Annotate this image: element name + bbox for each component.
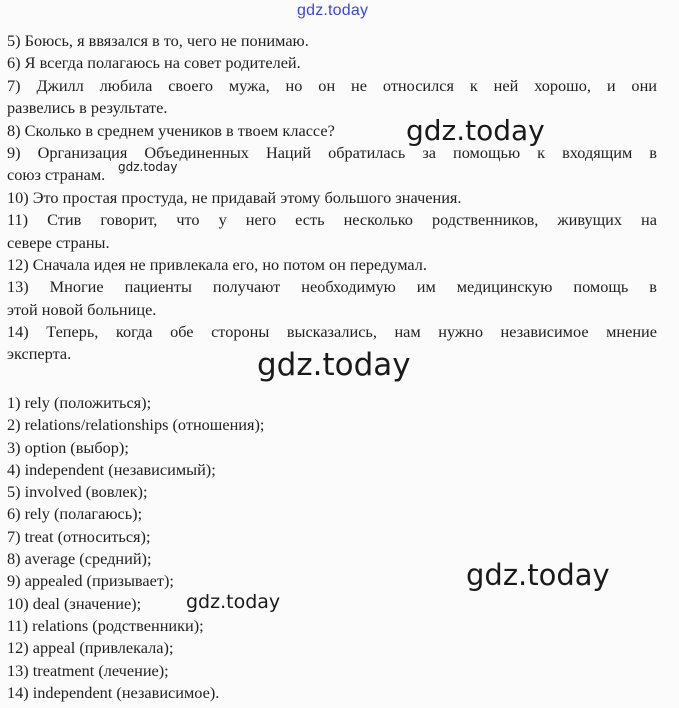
watermark: gdz.today <box>466 558 610 592</box>
answer-line: 9) appealed (призывает); <box>7 571 174 591</box>
answer-line: 5) involved (вовлек); <box>7 482 148 502</box>
translation-line: 10) Это простая простуда, не придавай этому большого значения. <box>7 187 462 207</box>
watermark: gdz.today <box>257 347 411 383</box>
translation-line: этой новой больнице. <box>7 299 157 319</box>
translation-line: 8) Сколько в среднем учеников в твоем классе? <box>7 120 335 140</box>
translation-line: 13) Многие пациенты получают необходимую им медицинскую помощь в <box>7 277 657 297</box>
translation-line: 14) Теперь, когда обе стороны высказались, нам нужно независимое мнение <box>7 322 657 342</box>
translation-line: союз странам. <box>7 165 106 185</box>
answer-line: 10) deal (значение); <box>7 593 142 613</box>
answer-line: 11) relations (родственники); <box>7 615 204 635</box>
translation-line: 6) Я всегда полагаюсь на совет родителей. <box>7 53 301 73</box>
translation-line: 5) Боюсь, я ввязался в то, чего не понимаю. <box>7 31 309 50</box>
answer-line: 8) average (средний); <box>7 549 152 569</box>
answer-line: 12) appeal (привлекала); <box>7 638 174 658</box>
translation-line: 11) Стив говорит, что у него есть несколько родственников, живущих на <box>7 210 657 230</box>
translation-line: эксперта. <box>7 344 72 364</box>
translation-line: 9) Организация Объединенных Наций обратилась за помощью к входящим в <box>7 142 657 162</box>
answer-line: 2) relations/relationships (отношения); <box>7 415 265 435</box>
translation-line: севере страны. <box>7 232 110 252</box>
answer-line: 7) treat (относиться); <box>7 526 151 546</box>
translation-list <box>7 30 657 366</box>
watermark: gdz.today <box>406 114 545 147</box>
translation-line: 12) Сначала идея не привлекала его, но потом он передумал. <box>7 254 427 274</box>
answer-line: 6) rely (полагаюсь); <box>7 504 143 524</box>
translation-line: 7) Джилл любила своего мужа, но он не относился к ней хорошо, и они <box>7 75 657 95</box>
answer-list <box>7 392 407 704</box>
watermark: gdz.today <box>186 591 281 613</box>
top-watermark: gdz.today <box>297 2 369 19</box>
answer-line: 3) option (выбор); <box>7 437 129 457</box>
answer-line: 4) independent (независимый); <box>7 459 216 479</box>
watermark: gdz.today <box>118 160 178 174</box>
answer-line: 1) rely (положиться); <box>7 393 152 412</box>
answer-line: 14) independent (независимое). <box>7 682 220 702</box>
translation-line: развелись в результате. <box>7 98 168 118</box>
answer-line: 13) treatment (лечение); <box>7 660 169 680</box>
